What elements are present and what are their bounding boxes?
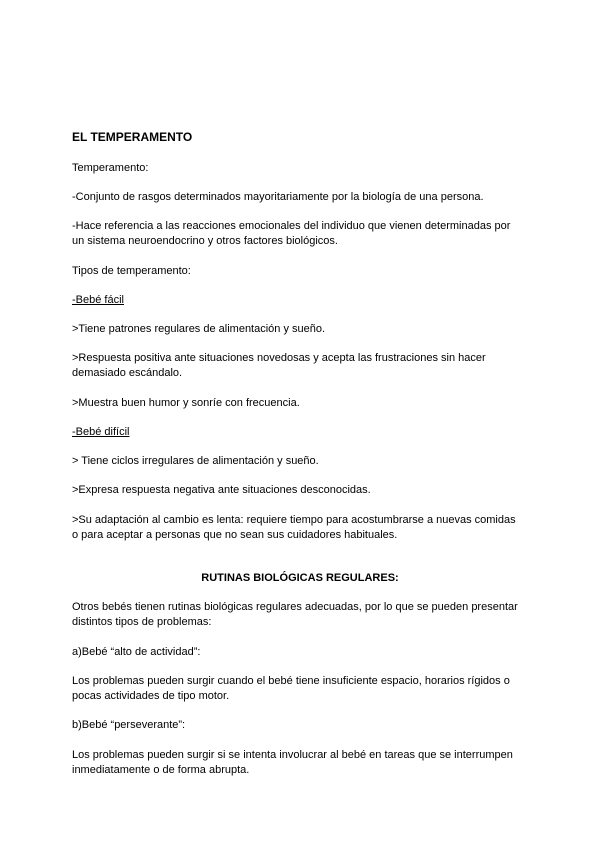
dificil-item-3-line-2: o para aceptar a personas que no sean sus cuidadores habituales. [72, 529, 398, 541]
perseverante-text-line-2: inmediatamente o de forma abrupta. [72, 764, 250, 776]
dificil-item-3-line-1: >Su adaptación al cambio es lenta: requiere tiempo para acostumbrarse a nuevas comidas [72, 514, 516, 526]
rutinas-intro-line-1: Otros bebés tienen rutinas biológicas regulares adecuadas, por lo que se pueden presentar [72, 601, 518, 613]
definition-1: -Conjunto de rasgos determinados mayoritariamente por la biología de una persona. [72, 191, 484, 203]
bebe-facil-heading: -Bebé fácil [72, 294, 124, 306]
rutinas-heading: RUTINAS BIOLÓGICAS REGULARES: [201, 572, 399, 584]
alto-actividad-heading: a)Bebé “alto de actividad”: [72, 646, 201, 658]
definition-2-line-1: -Hace referencia a las reacciones emocionales del individuo que vienen determinadas por [72, 220, 511, 232]
definition-2-line-2: un sistema neuroendocrino y otros factores biológicos. [72, 235, 338, 247]
facil-item-2-line-1: >Respuesta positiva ante situaciones novedosas y acepta las frustraciones sin hacer [72, 352, 486, 364]
alto-actividad-text-line-1: Los problemas pueden surgir cuando el bebé tiene insuficiente espacio, horarios rígidos o [72, 675, 510, 687]
dificil-item-2: >Expresa respuesta negativa ante situaciones desconocidas. [72, 484, 371, 496]
page-title: EL TEMPERAMENTO [72, 130, 193, 144]
facil-item-1: >Tiene patrones regulares de alimentación y sueño. [72, 323, 326, 335]
perseverante-heading: b)Bebé “perseverante”: [72, 719, 186, 731]
facil-item-2-line-2: demasiado escándalo. [72, 367, 183, 379]
facil-item-3: >Muestra buen humor y sonríe con frecuencia. [72, 397, 300, 409]
bebe-dificil-heading: -Bebé difícil [72, 426, 130, 438]
rutinas-intro-line-2: distintos tipos de problemas: [72, 616, 212, 628]
tipos-label: Tipos de temperamento: [72, 265, 191, 277]
alto-actividad-text-line-2: pocas actividades de tipo motor. [72, 690, 230, 702]
temperamento-label: Temperamento: [72, 162, 149, 174]
perseverante-text-line-1: Los problemas pueden surgir si se intenta involucrar al bebé en tareas que se interrumpen [72, 749, 513, 761]
dificil-item-1: > Tiene ciclos irregulares de alimentación y sueño. [72, 455, 319, 467]
